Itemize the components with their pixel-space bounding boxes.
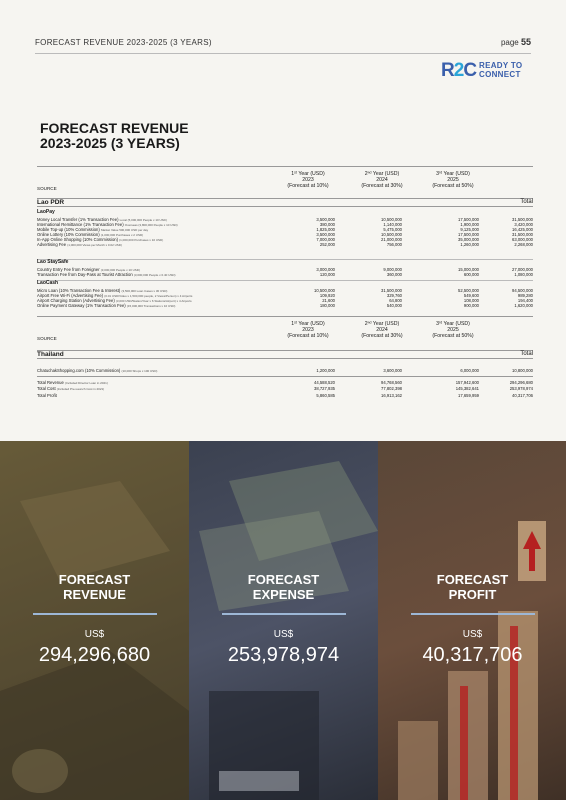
group-name: LaoPay (37, 209, 55, 215)
row-value-year1: 3,500,000 (316, 231, 335, 237)
section-bar-lao (37, 198, 533, 207)
page-number (501, 37, 531, 47)
row-label (37, 393, 57, 398)
row-value-year2: 329,760 (386, 292, 402, 298)
page-header (35, 36, 531, 54)
source-label: SOURCE (37, 186, 57, 191)
row-note: (Included Director Loan in 2021) (64, 381, 108, 385)
logo-letter-c: C (463, 60, 477, 81)
row-value-year3: 15,000,000 (458, 267, 479, 272)
row-value-year3: 17,500,000 (458, 231, 479, 237)
row-total: 31,500,000 (512, 217, 533, 222)
row-note: (3,000 USD/Station/Year x 6 Stations/Airport) x 4 Airports (115, 298, 192, 303)
r2c-logo (441, 60, 533, 82)
row-note: (3,000,000 People x 0.40 USD) (133, 272, 176, 277)
logo-line2: CONNECT (479, 70, 521, 79)
row-total: 16,425,000 (512, 226, 533, 232)
row-value-year2: 9,000,000 (383, 267, 402, 272)
row-label (37, 386, 104, 391)
panel-currency: US$ (462, 629, 483, 640)
summary-panels (0, 441, 566, 800)
logo-line1: READY TO (479, 61, 523, 70)
row-value-year2: 16,913,162 (381, 392, 402, 398)
row-value-year1: 252,000 (319, 241, 335, 247)
row-label-text: Total Revenue (37, 380, 64, 385)
row-label-text: Money Local Transfer (1% Transaction Fee) (37, 217, 119, 222)
row-label-text: Airport Free Wi-Fi (Advertising Fee) (37, 292, 104, 298)
logo-letter-r: R (441, 60, 454, 81)
section-bar-thailand (37, 350, 533, 359)
section-country: Lao PDR (37, 199, 65, 206)
row-value-year1: 10,500,000 (314, 288, 335, 293)
row-label-text: In-App Online Shopping (10% Commission) (37, 236, 118, 242)
page-num: 55 (520, 37, 531, 47)
row-value-year1: 7,000,000 (316, 236, 335, 242)
revenue-photo (0, 441, 189, 800)
row-total: 40,317,706 (512, 392, 533, 398)
expense-photo (189, 441, 378, 800)
row-label-text: Online Payment Gateway (1% Transaction Fee) (37, 302, 126, 308)
row-value-year3: 145,382,641 (455, 386, 479, 392)
row-value-year1: 38,727,935 (314, 386, 335, 392)
row-label-text: Advertising Fee (37, 241, 67, 247)
row-value-year3: 1,900,000 (460, 221, 479, 227)
logo-digit-2: 2 (453, 60, 464, 81)
row-value-year3: 9,125,000 (460, 226, 479, 232)
col-header-year2: 2ⁿᵈ Year (USD) 2024 (Forecast at 30%) (361, 171, 403, 190)
row-label (37, 368, 157, 373)
forecast-table-thailand (37, 316, 533, 406)
forecast-table-lao (37, 166, 533, 316)
logo-mark (441, 60, 476, 82)
row-total: 94,500,000 (512, 288, 533, 293)
row-note: (1,000,000 Views per Month x 0.02 USD) (67, 242, 122, 247)
row-value-year2: 10,500,000 (381, 217, 402, 222)
row-value-year3: 900,000 (463, 302, 479, 308)
row-total: 10,800,000 (512, 368, 533, 373)
col-header-year1: 1ˢᵗ Year (USD) 2023 (Forecast at 10%) (287, 321, 329, 340)
row-value-year1: 3,500,000 (316, 217, 335, 222)
title-line1: FORECAST REVENUE (40, 120, 189, 136)
row-note: Local (5,000,000 People x 10 USD) (119, 218, 167, 222)
title-line2: 2023-2025 (3 YEARS) (40, 135, 180, 151)
row-note: (3,500,000 Loan Cases x 30 USD) (121, 289, 168, 293)
row-total: 989,280 (517, 292, 533, 298)
row-group (37, 259, 533, 277)
row-value-year2: 540,000 (386, 302, 402, 308)
row-label-text: Country Entry Fee from Foreigner (37, 267, 100, 272)
row-label-text: Airport Charging Station (Advertising Fee) (37, 297, 115, 303)
row-value-year1: 5,860,585 (316, 392, 335, 398)
row-value-year2: 3,600,000 (383, 368, 402, 373)
panel-currency: US$ (273, 629, 294, 640)
row-value-year3: 6,000,000 (460, 368, 479, 373)
section-total-label: Total (520, 199, 533, 205)
row-label-text: Online Lottery (10% Commission) (37, 231, 100, 237)
row-note: (3,000,000 People x 10 USD) (100, 268, 140, 272)
row-total: 3,420,000 (514, 221, 533, 227)
row-value-year2: 756,000 (386, 241, 402, 247)
row-value-year3: 1,260,000 (460, 241, 479, 247)
row-group (37, 280, 533, 308)
row-total: 294,296,680 (509, 380, 533, 385)
row-value-year2: 1,140,000 (383, 221, 402, 227)
panel-profit (378, 441, 566, 800)
row-total: 253,978,974 (509, 386, 533, 392)
panel-revenue (0, 441, 189, 800)
row-value-year2: 10,500,000 (381, 231, 402, 237)
row-total: 194,400 (517, 297, 533, 303)
row-value-year3: 17,500,000 (458, 217, 479, 222)
source-label: SOURCE (37, 336, 57, 341)
row-value-year3: 600,000 (463, 271, 479, 277)
row-note: Market Value 500,000 USD per day (100, 227, 149, 232)
row-value-year1: 120,000 (319, 271, 335, 277)
row-label (37, 242, 122, 247)
row-total: 27,000,000 (512, 267, 533, 272)
row-note: (Included Pre-Launch Cost in 2021) (56, 387, 105, 392)
table-row (37, 380, 533, 386)
table-row (37, 368, 533, 374)
row-value-year3: 17,659,959 (458, 392, 479, 398)
row-value-year2: 360,000 (386, 271, 402, 277)
header-title: FORECAST REVENUE 2023-2025 (3 YEARS) (35, 38, 212, 47)
row-total: 1,080,000 (514, 271, 533, 277)
row-note: (0.01 USD/Video x 1,500,000 people, 2 Views/Person) x 4 Airports (104, 293, 193, 298)
profit-photo (378, 441, 566, 800)
row-value-year1: 21,600 (322, 297, 335, 303)
panel-currency: US$ (84, 629, 105, 640)
logo-text (479, 61, 522, 79)
row-total: 2,268,000 (514, 241, 533, 247)
row-label-text: Total Cost (37, 386, 56, 392)
panel-expense (189, 441, 378, 800)
row-label-text: Transaction Fee from Day-Pass at Tourist Attraction (37, 271, 133, 277)
col-header-year1: 1ˢᵗ Year (USD) 2023 (Forecast at 10%) (287, 171, 329, 190)
table-row (37, 386, 533, 392)
row-value-year1: 380,000 (319, 221, 335, 227)
panel-value: 40,317,706 (422, 644, 523, 666)
panel-value: 253,978,974 (227, 644, 340, 666)
table-row (37, 303, 533, 309)
row-value-year2: 31,500,000 (381, 288, 402, 293)
row-value-year3: 157,942,600 (455, 380, 479, 385)
section-total-label: Total (520, 351, 533, 357)
panel-title: FORECAST EXPENSE (247, 572, 320, 602)
row-total: 1,620,000 (514, 302, 533, 308)
row-label (37, 272, 176, 277)
row-total: 63,000,000 (512, 236, 533, 242)
row-value-year3: 52,500,000 (458, 288, 479, 293)
row-note: Overseas (3,800,000 People x 10 USD) (124, 222, 178, 227)
row-value-year2: 5,475,000 (383, 226, 402, 232)
row-value-year1: 109,920 (319, 292, 335, 298)
row-note: (10,000 Shops x 100 USD) (121, 369, 158, 373)
row-group (37, 209, 533, 247)
row-value-year1: 180,000 (319, 302, 335, 308)
panel-divider (411, 613, 535, 615)
col-header-year2: 2ⁿᵈ Year (USD) 2024 (Forecast at 30%) (361, 321, 403, 340)
row-value-year1: 1,200,000 (316, 368, 335, 373)
row-label (37, 380, 108, 385)
panel-value: 294,296,680 (38, 644, 151, 666)
row-value-year1: 1,825,000 (316, 226, 335, 232)
row-label-text: Mobile Top-up (10% Commission) (37, 226, 100, 232)
row-value-year3: 549,600 (463, 292, 479, 298)
row-label-text: Micro Loan (10% Transaction Fee & Interest) (37, 288, 121, 293)
row-label-text: Total Profit (37, 392, 57, 398)
row-value-year1: 3,000,000 (316, 267, 335, 272)
table-row (37, 393, 533, 399)
row-value-year1: 44,588,520 (314, 380, 335, 385)
row-note: (1,000,000 Purchases x 2 USD) (100, 232, 144, 237)
row-total: 31,500,000 (512, 231, 533, 237)
table-row (37, 272, 533, 278)
page-label: page (500, 38, 519, 47)
table-row (37, 242, 533, 248)
panel-title: FORECAST REVENUE (58, 572, 131, 602)
panel-divider (33, 613, 157, 615)
panel-title: FORECAST PROFIT (436, 572, 509, 602)
page-title (40, 121, 189, 151)
row-label-text: ChatuchakShopping.com (10% Commission) (37, 368, 121, 373)
row-note: (15,000,000 Transactions x 10 USD) (126, 303, 176, 308)
row-value-year3: 108,000 (463, 297, 479, 303)
row-note: (1,000,000 Purchases x 10 USD) (119, 237, 164, 242)
row-label (37, 303, 175, 308)
col-header-year3: 3ʳᵈ Year (USD) 2025 (Forecast at 50%) (432, 321, 474, 340)
row-value-year2: 64,800 (389, 297, 402, 303)
panel-divider (222, 613, 346, 615)
row-value-year2: 94,768,560 (381, 380, 402, 385)
row-label-text: International Remittance (1% Transaction Fee) (37, 221, 124, 227)
group-name: LaoCash (37, 280, 59, 286)
row-value-year2: 77,802,398 (381, 386, 402, 392)
group-name: Lao StaySafe (37, 259, 69, 265)
divider (37, 376, 533, 377)
row-value-year3: 35,000,000 (458, 236, 479, 242)
row-value-year2: 21,000,000 (381, 236, 402, 242)
col-header-year3: 3ʳᵈ Year (USD) 2025 (Forecast at 50%) (432, 171, 474, 190)
section-country: Thailand (37, 351, 64, 358)
